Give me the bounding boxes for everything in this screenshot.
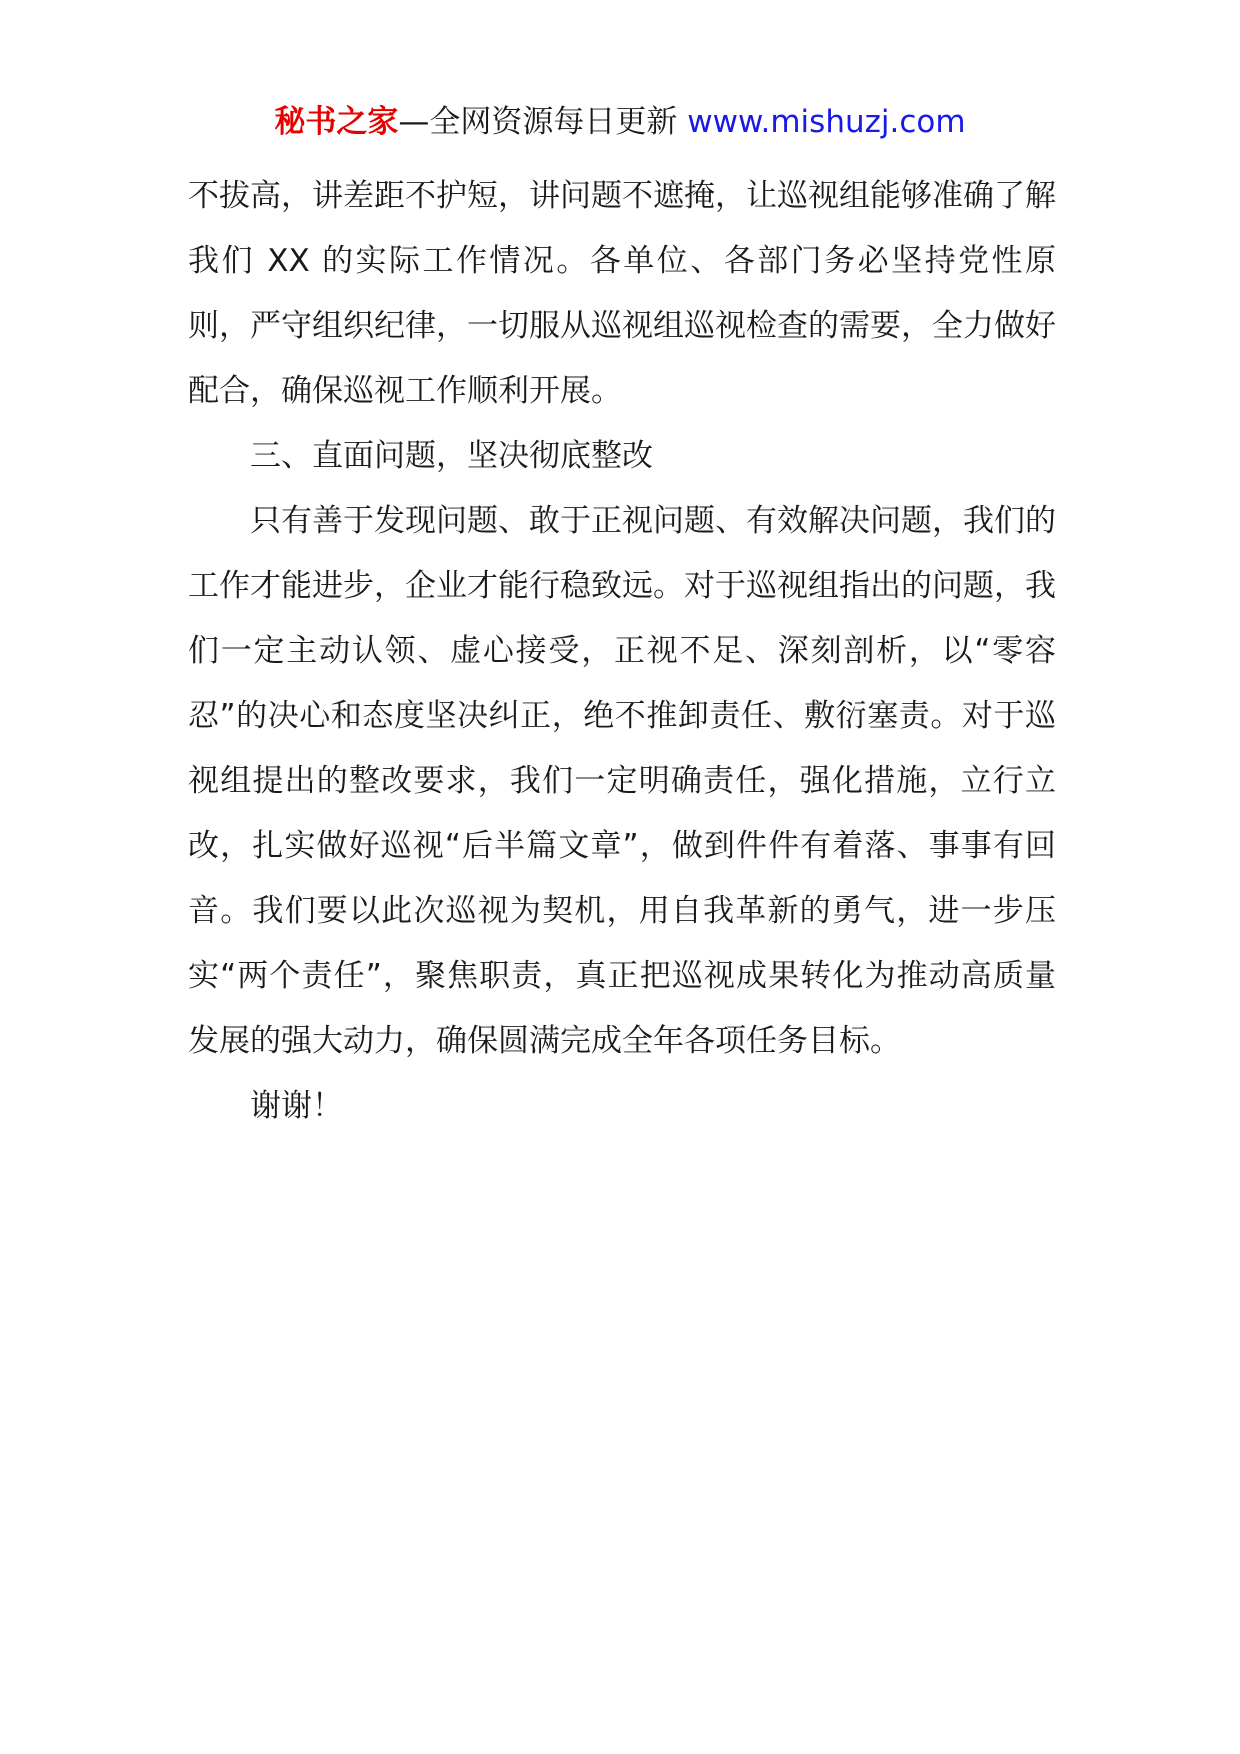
- brand-name: 秘书之家: [274, 104, 399, 140]
- section-heading: 三、直面问题，坚决彻底整改: [250, 438, 653, 474]
- paragraph-body: 只有善于发现问题、敢于正视问题、有效解决问题，我们的工作才能进步，企业才能行稳致远。对于巡视组指出的问题，我们一定主动认领、虚心接受，正视不足、深刻剖析，以“零容忍”的决心和态度坚决纠正，绝不推卸责任、敷衍塞责。对于巡视组提出的整改要求，我们一定明确责任，强化措施，立行立改，扎实做好巡视“后半篇文章”，做到件件有着落、事事有回音。我们要以此次巡视为契机，用自我革新的勇气，进一步压实“两个责任”，聚焦职责，真正把巡视成果转化为推动高质量发展的强大动力，确保圆满完成全年各项任务目标。: [188, 503, 1056, 1059]
- closing-thanks: 谢谢！: [250, 1088, 343, 1124]
- header-tagline: —全网资源每日更新: [398, 104, 688, 140]
- header-url[interactable]: www.mishuzj.com: [687, 104, 966, 140]
- document-body: [188, 164, 1056, 1139]
- page-header: [0, 100, 1240, 144]
- paragraph-continued: 不拔高，讲差距不护短，讲问题不遮掩，让巡视组能够准确了解我们 XX 的实际工作情况。各单位、各部门务必坚持党性原则，严守组织纪律，一切服从巡视组巡视检查的需要，全力做好配合，确保巡视工作顺利开展。: [188, 178, 1056, 409]
